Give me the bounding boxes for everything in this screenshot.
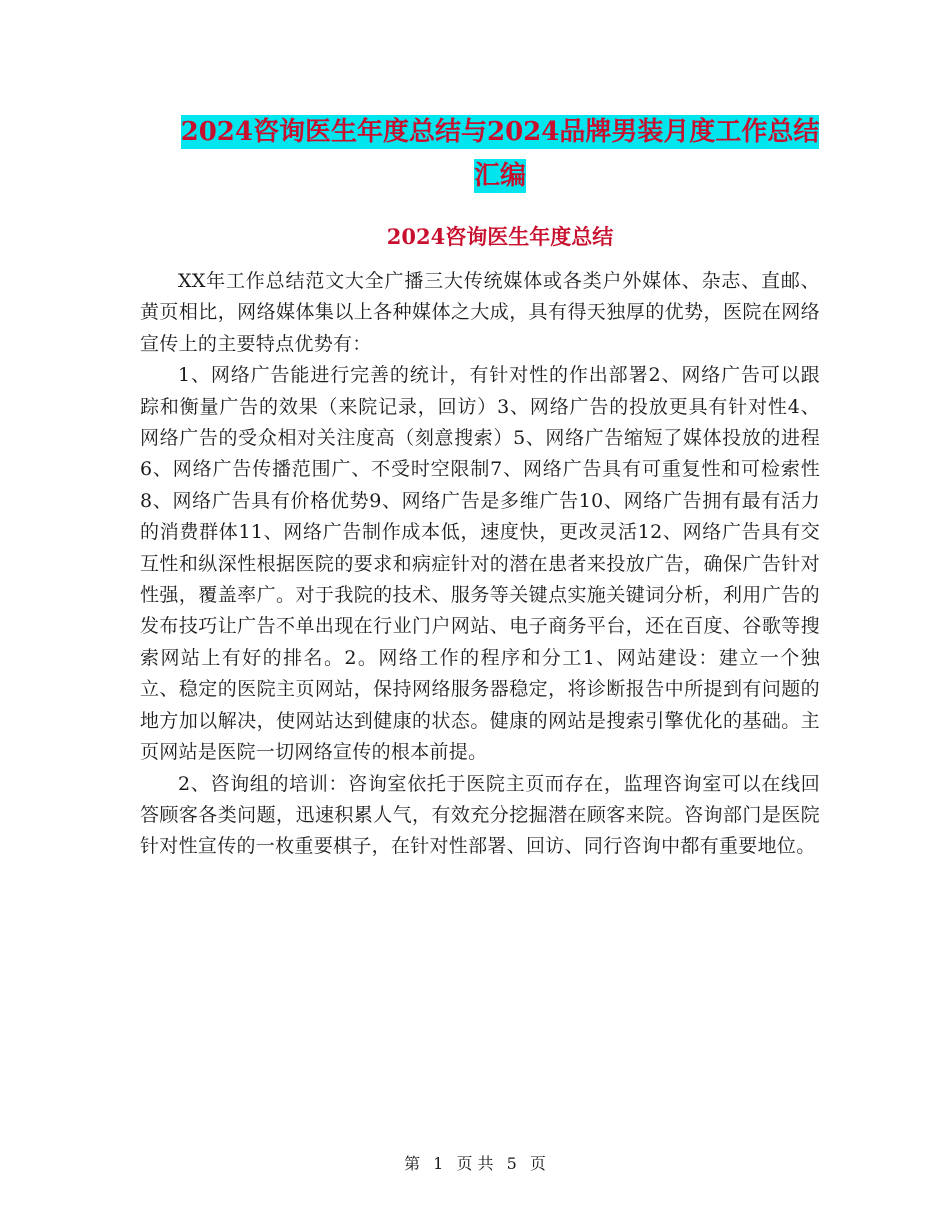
footer-page-total: 5 [506,1154,517,1173]
document-title [140,110,860,198]
footer-mid: 页 共 [456,1154,494,1173]
title-line-1: 2024咨询医生年度总结与2024品牌男装月度工作总结 [180,117,820,147]
paragraph-1: XX年工作总结范文大全广播三大传统媒体或各类户外媒体、杂志、直邮、黄页相比，网络媒体集以上各种媒体之大成，具有得天独厚的优势，医院在网络宣传上的主要特点优势有： [140,270,820,355]
paragraph-3: 2、咨询组的培训：咨询室依托于医院主页而存在，监理咨询室可以在线回答顾客各类问题，迅速积累人气，有效充分挖掘潜在顾客来院。咨询部门是医院针对性宣传的一枚重要棋子，在针对性部署、回访、同行咨询中都有重要地位。 [140,772,820,858]
footer-suffix: 页 [529,1154,546,1173]
footer-prefix: 第 [404,1154,421,1173]
title-line-2: 汇编 [473,161,526,191]
document-body [140,266,820,863]
section-title: 2024咨询医生年度总结 [386,224,614,249]
paragraph-2: 1、网络广告能进行完善的统计，有针对性的作出部署2、网络广告可以跟踪和衡量广告的效果（来院记录，回访）3、网络广告的投放更具有针对性4、网络广告的受众相对关注度高（刻意搜索）5、网络广告缩短了媒体投放的进程6、网络广告传播范围广、不受时空限制7、网络广告具有可重复性和可检索性8、网络广告具有价格优势9、网络广告是多维广告10、网络广告拥有最有活力的消费群体11、网络广告制作成本低，速度快，更改灵活12、网络广告具有交互性和纵深性根据医院的要求和病症针对的潜在患者来投放广告，确保广告针对性强，覆盖率广。对于我院的技术、服务等关键点实施关键词分析，利用广告的发布技巧让广告不单出现在行业门户网站、电子商务平台，还在百度、谷歌等搜索网站上有好的排名。2。网络工作的程序和分工1、网站建设：建立一个独立、稳定的医院主页网站，保持网络服务器稳定，将诊断报告中所提到有问题的地方加以解决，使网站达到健康的状态。健康的网站是搜索引擎优化的基础。主页网站是医院一切网络宣传的根本前提。 [140,364,820,764]
footer-page-current: 1 [433,1154,444,1173]
page-footer [0,1152,950,1176]
